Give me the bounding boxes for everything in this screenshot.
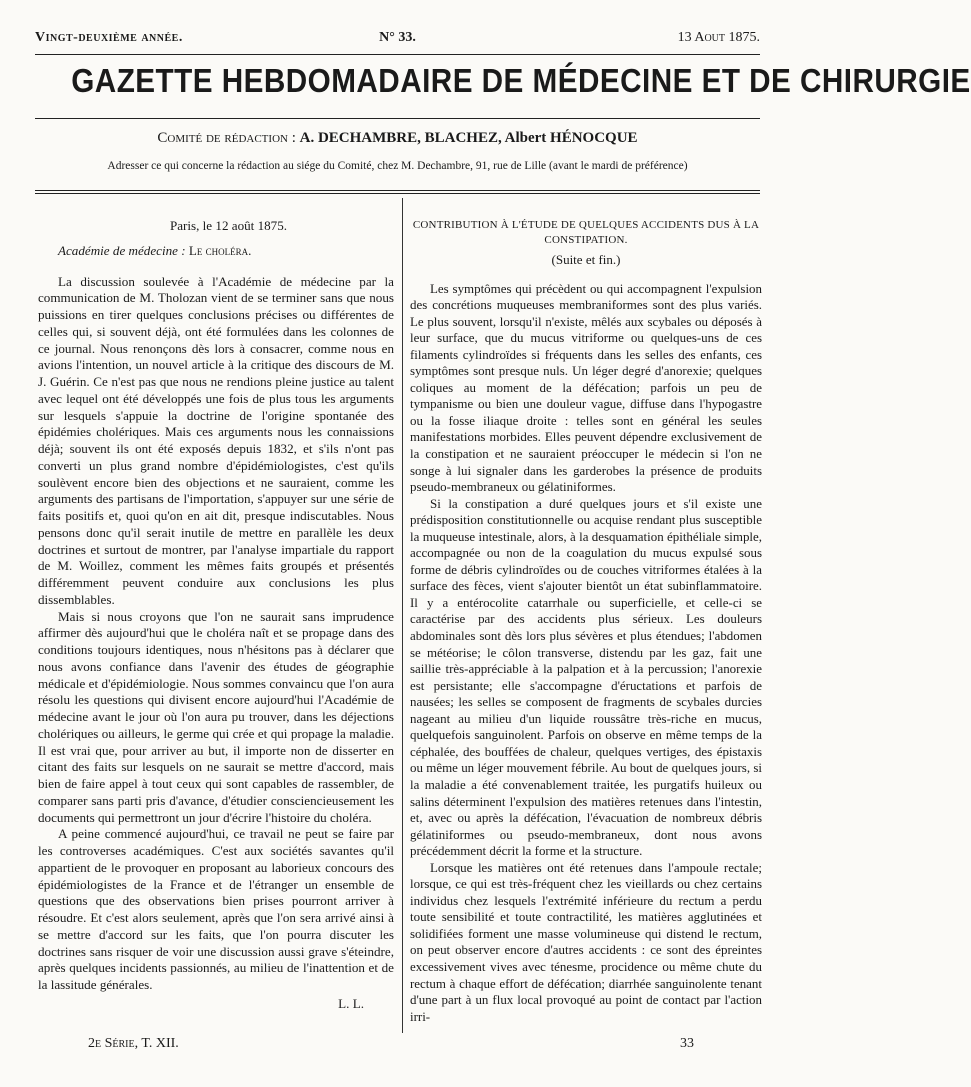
series-footer — [88, 1036, 179, 1052]
masthead-rule — [35, 190, 760, 191]
issue-number: N° 33. — [379, 30, 416, 45]
paragraph: Si la constipation a duré quelques jours et s'il existe une prédisposition constitutionnelle ou acquise rendant plus susceptible la muqueuse intestinale, alors, à la desquamation épithéliale simple, accompagnée ou non de la coagulation du mucus expulsé sous forme de débris cylindroïdes ou de couches vitriformes étalées à la surface des fèces, vient s'ajouter bientôt un état subinflammatoire. Il y a entérocolite catarrhale ou superficielle, et celle-ci se caractérise par des accidents plus sérieux. Les douleurs abdominales sont dès lors plus sévères et plus étendues; l'abdomen se météorise; le côlon transverse, distendu par les gaz, fait une saillie très-appréciable à la palpation et à la percussion; l'anorexie est persistante; elle s'accompagne d'éructations et parfois de nausées; les selles se composent de fragments de scybales durcies nageant au milieu d'un liquide roussâtre très-riche en mucus, quelquefois sanguinolent. Parfois on observe en même temps de la céphalée, des bouffées de chaleur, quelques vertiges, des épistaxis ou même un léger mouvement fébrile. Au bout de quelques jours, si la maladie a été convenablement traitée, les purgatifs huileux ou salins déterminent l'expulsion des matières retenues dans l'intestin, et, avec ou après la défécation, l'évacuation de nombreux débris gélatiniformes ou pseudo-membraneux, dont nous avons précédemment décrit la forme et la structure. — [410, 495, 762, 859]
committee-label: Comité de rédaction : — [157, 130, 296, 146]
column-separator — [402, 198, 403, 1033]
editorial-committee — [35, 130, 760, 147]
dateline: Paris, le 12 août 1875. — [169, 218, 288, 233]
section-venue: Académie de médecine : — [58, 242, 186, 258]
issue-date: 13 Aout 1875. — [677, 30, 760, 45]
journal-title: GAZETTE HEBDOMADAIRE DE MÉDECINE ET DE CHIRURGIE — [71, 62, 971, 99]
editorial-address: Adresser ce qui concerne la rédaction au siége du Comité, chez M. Dechambre, 91, rue de Lille (avant le mardi de préférence) — [107, 160, 688, 172]
article-subtitle: (Suite et fin.) — [551, 252, 621, 267]
article-title: CONTRIBUTION À L'ÉTUDE DE QUELQUES ACCIDENTS DUS À LA CONSTIPATION. — [412, 219, 760, 246]
paragraph: A peine commencé aujourd'hui, ce travail ne peut se faire par les controverses académiques. C'est aux sociétés savantes qu'il appartient de le provoquer en proposant au laborieux concours des épidémiologistes de la France et de l'étranger un ensemble de questions que des observations bien prises pourront arriver à résoudre. Et c'est alors seulement, après que l'on sera arrivé ainsi à se mettre d'accord sur les faits, que l'on pourra discuter les doctrines sans risquer de voir une discussion aussi grave s'éteindre, après quelques incidents passionnés, au milieu de l'inattention et de la lassitude générales. — [38, 826, 394, 992]
author-signature: L. L. — [338, 995, 364, 1011]
year-label: Vingt-deuxième année. — [35, 30, 183, 45]
page-number: 33 — [680, 1036, 694, 1051]
series-label: 2e Série, T. XII. — [88, 1036, 179, 1051]
section-topic: Le choléra. — [188, 242, 252, 258]
section-heading — [38, 243, 394, 260]
right-column — [410, 218, 762, 1025]
paragraph: Les symptômes qui précèdent ou qui accompagnent l'expulsion des concrétions muqueuses membraniformes sont des plus variés. Le plus souvent, lorsqu'il n'existe, mêlés aux scybales ou déposés à leur surface, que du mucus vitriforme ou quelques-uns de ces filaments cylindroïdes si fréquents dans les selles des enfants, ces symptômes sont presque nuls. Un léger degré d'anorexie; quelques coliques au moment de la défécation; parfois un peu de tympanisme ou bien une douleur vague, diffuse dans l'hypogastre ou la fosse iliaque droite : telles sont en général les seules manifestations morbides. Elles peuvent dépendre exclusivement de la constipation et ne sauraient préoccuper le médecin si l'on ne songe à lui signaler dans les garderobes la présence de produits pseudo-membraneux ou gélatiniformes. — [410, 280, 762, 495]
paragraph: Lorsque les matières ont été retenues dans l'ampoule rectale; lorsque, ce qui est très-fréquent chez les vieillards ou chez certains individus chez lesquels l'extrémité inférieure du rectum a perdu toute sensibilité et toute contractilité, les matières agglutinées et solidifiées forment une masse volumineuse qui distend le rectum, on peut observer encore d'autres accidents : ce sont des épreintes excessivement vives avec ténesme, procidence ou même chute du rectum à chaque effort de défécation; diarrhée sanguinolente tenant d'une part à un flux local provoqué au point de contact par l'action irri- — [410, 859, 762, 1024]
left-column — [38, 218, 394, 1013]
title-rule — [35, 118, 760, 119]
header-rule — [35, 54, 760, 55]
paragraph: Mais si nous croyons que l'on ne saurait sans imprudence affirmer dès aujourd'hui que le choléra naît et se propage dans des conditions toujours identiques, nous n'hésitons pas à déclarer que nous avons confiance dans l'avenir des études de géographie médicale et d'épidémiologie. Nous sommes convaincu que l'on aura résolu les questions qui divisent encore aujourd'hui l'Académie de médecine avant le jour où l'on aura pu trouver, dans les déjections cholériques ou ailleurs, le germe qui crée et qui propage la maladie. Il est vrai que, pour arriver au but, il importe non de disserter en citant des faits sur lesquels on ne saurait se mettre d'accord, mais bien de faire appel à tout ceux qui sont capables de rassembler, de comparer sans parti pris d'avance, d'étudier consciencieusement les documents qui permettront un jour d'écrire l'histoire du choléra. — [38, 608, 394, 825]
running-header — [35, 30, 760, 50]
paragraph: La discussion soulevée à l'Académie de médecine par la communication de M. Tholozan vient de se terminer sans que nous puissions en tirer quelques conclusions précises ou différentes de celles qui, si souvent déjà, ont été formulées dans les colonnes de ce journal. Nous renonçons dès lors à consacrer, comme nous en avions l'intention, un nouvel article à la critique des discours de M. J. Guérin. Ce n'est pas que nous ne rendions pleine justice au talent avec lequel ont été développés une fois de plus tous les arguments sur lesquels s'appuie la doctrine de l'origine spontanée des épidémies cholériques. Mais ces arguments nous les connaissions déjà; souvent ils ont été exposés depuis 1832, et s'ils n'ont pas converti un plus grand nombre d'épidémiologistes, c'est qu'ils soulèvent encore bien des objections et ne sauraient, comme les arguments des partisans de l'importation, s'appuyer sur une série de faits positifs et, quoi qu'on en ait dit, presque indiscutables. Nous pensons donc qu'il serait inutile de mettre en parallèle les deux doctrines et surtout de montrer, par l'analyse impartiale du rapport de M. Woillez, comment les mêmes faits groupés et présentés différemment peuvent conduire aux conclusions les plus dissemblables. — [38, 273, 394, 607]
masthead-rule-double — [35, 193, 760, 194]
committee-names: A. DECHAMBRE, BLACHEZ, Albert HÉNOCQUE — [299, 130, 638, 146]
